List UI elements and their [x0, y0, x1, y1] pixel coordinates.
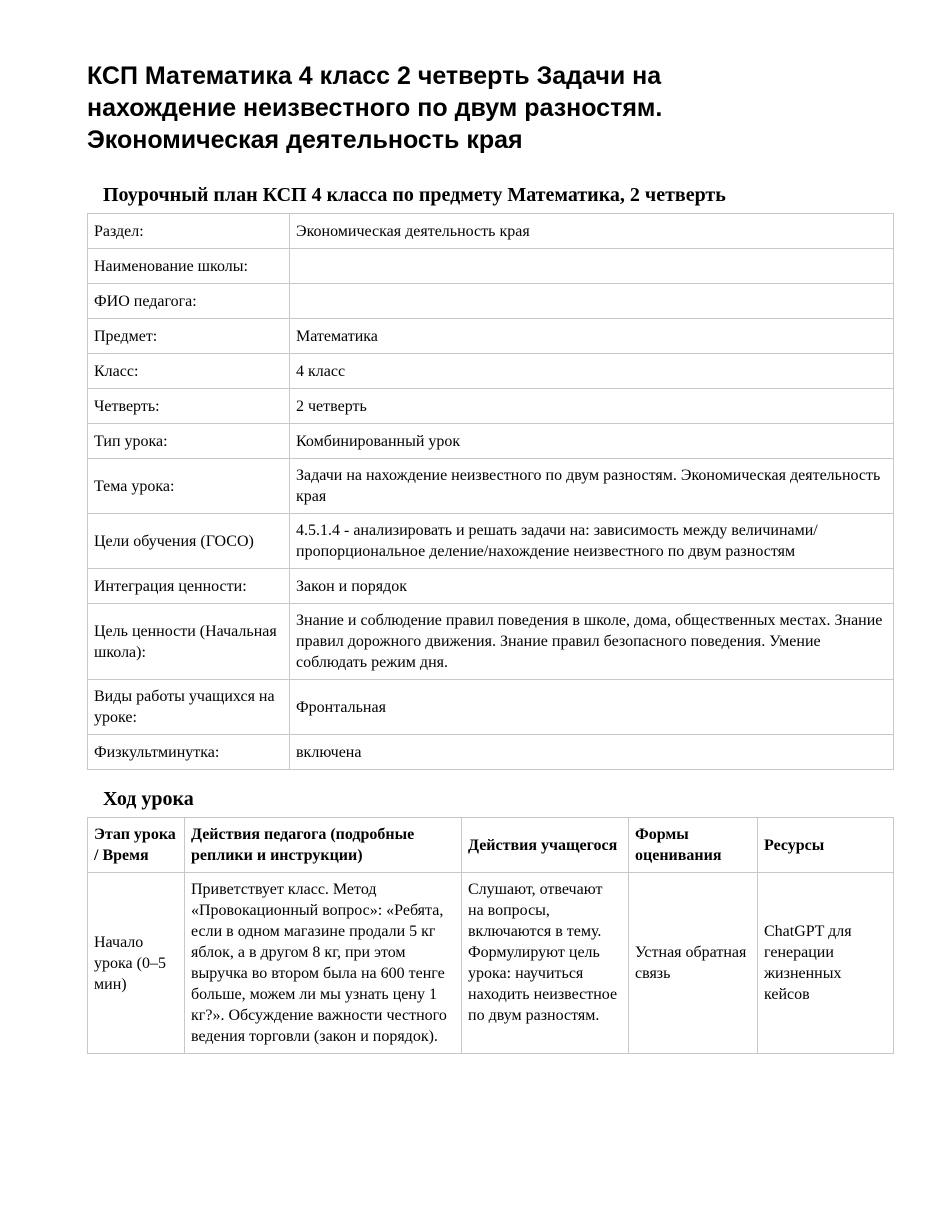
- document-title: КСП Математика 4 класс 2 четверть Задачи на нахождение неизвестного по двум разностям. Экономическая деятельность края: [87, 62, 663, 154]
- resources-cell: ChatGPT для генерации жизненных кейсов: [758, 873, 894, 1054]
- info-row: [88, 284, 894, 319]
- info-label: Тема урока:: [88, 459, 290, 514]
- info-value: Знание и соблюдение правил поведения в школе, дома, общественных местах. Знание правил дорожного движения. Знание правил безопасного поведения. Умение соблюдать режим дня.: [290, 604, 894, 680]
- info-label: Виды работы учащихся на уроке:: [88, 680, 290, 735]
- info-row: [88, 389, 894, 424]
- info-label: Предмет:: [88, 319, 290, 354]
- info-row: [88, 249, 894, 284]
- lesson-flow-table: [87, 817, 894, 1054]
- column-header-stage: Этап урока / Время: [88, 818, 185, 873]
- lesson-heading: Ход урока: [103, 788, 194, 810]
- info-row: [88, 680, 894, 735]
- info-label: Класс:: [88, 354, 290, 389]
- info-label: ФИО педагога:: [88, 284, 290, 319]
- info-row: [88, 354, 894, 389]
- info-label: Тип урока:: [88, 424, 290, 459]
- info-value: включена: [290, 735, 894, 770]
- info-label: Четверть:: [88, 389, 290, 424]
- info-value: 2 четверть: [290, 389, 894, 424]
- info-row: [88, 319, 894, 354]
- lesson-info-table: [87, 213, 894, 770]
- column-header-teacher: Действия педагога (подробные реплики и инструкции): [185, 818, 462, 873]
- info-label: Наименование школы:: [88, 249, 290, 284]
- info-label: Раздел:: [88, 214, 290, 249]
- info-value: Математика: [290, 319, 894, 354]
- info-row: [88, 514, 894, 569]
- column-header-student: Действия учащегося: [462, 818, 629, 873]
- info-label: Физкультминутка:: [88, 735, 290, 770]
- assessment-cell: Устная обратная связь: [629, 873, 758, 1054]
- info-value: Закон и порядок: [290, 569, 894, 604]
- info-row: [88, 735, 894, 770]
- column-header-resources: Ресурсы: [758, 818, 894, 873]
- lesson-stage-cell: Начало урока (0–5 мин): [88, 873, 185, 1054]
- info-row: [88, 569, 894, 604]
- info-value: Задачи на нахождение неизвестного по двум разностям. Экономическая деятельность края: [290, 459, 894, 514]
- info-row: [88, 424, 894, 459]
- info-value: Комбинированный урок: [290, 424, 894, 459]
- info-value: 4.5.1.4 - анализировать и решать задачи на: зависимость между величинами/ пропорциональное деление/нахождение неизвестного по двум разностям: [290, 514, 894, 569]
- lesson-header-row: [88, 818, 894, 873]
- column-header-assessment: Формы оценивания: [629, 818, 758, 873]
- info-row: [88, 604, 894, 680]
- info-label: Цели обучения (ГОСО): [88, 514, 290, 569]
- info-value: Экономическая деятельность края: [290, 214, 894, 249]
- lesson-row: [88, 873, 894, 1054]
- info-label: Интеграция ценности:: [88, 569, 290, 604]
- info-row: [88, 459, 894, 514]
- plan-heading: Поурочный план КСП 4 класса по предмету Математика, 2 четверть: [103, 184, 726, 206]
- document-page: [87, 60, 893, 1054]
- info-row: [88, 214, 894, 249]
- info-value: [290, 284, 894, 319]
- info-value: 4 класс: [290, 354, 894, 389]
- info-value: [290, 249, 894, 284]
- teacher-actions-cell: Приветствует класс. Метод «Провокационный вопрос»: «Ребята, если в одном магазине продали 5 кг яблок, а в другом 8 кг, при этом выручка во втором была на 600 тенге больше, можем ли мы узнать цену 1 кг?». Обсуждение важности честного ведения торговли (закон и порядок).: [185, 873, 462, 1054]
- info-value: Фронтальная: [290, 680, 894, 735]
- student-actions-cell: Слушают, отвечают на вопросы, включаются в тему. Формулируют цель урока: научиться находить неизвестное по двум разностям.: [462, 873, 629, 1054]
- info-label: Цель ценности (Начальная школа):: [88, 604, 290, 680]
